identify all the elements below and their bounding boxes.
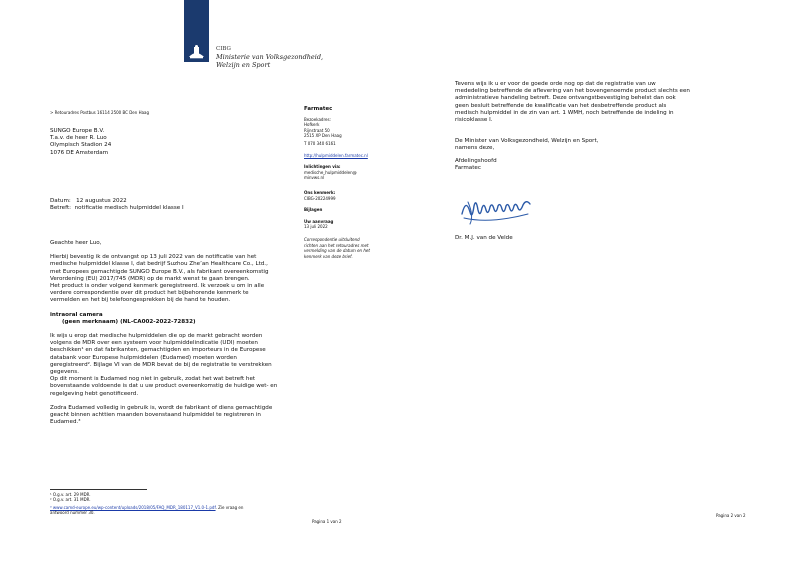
page2-paragraph-1: Tevens wijs ik u er voor de goede orde nog op dat de registratie van uw mededeling betreffende de aflevering van het bovengenoemde product slechts een administratieve handeling betreft. Deze ontvangstbevestiging behelst dan ook geen besluit betreffende de kwalificatie van het desbetreffende product als medisch hulpmiddel in de zin van art. 1 WMH, noch betreffende de indeling in risicoklasse I.: [455, 81, 690, 124]
footnote-1: ¹ O.g.v. art. 29 MDR.: [50, 492, 91, 497]
sidebar-info-line: minvws.nl: [304, 175, 325, 181]
sidebar-note: Correspondentie uitsluitend richten aan het retouradres met vermelding van de datum en het kenmerk van deze brief.: [304, 237, 370, 259]
footnote-divider: [50, 489, 147, 490]
footnotes: [50, 492, 300, 516]
sidebar: [304, 106, 394, 259]
recipient-line: SUNGO Europe B.V.: [50, 128, 105, 134]
letter-page-2: [400, 0, 800, 565]
sidebar-info-line: medische_hulpmiddelen@: [304, 169, 357, 175]
recipient-line: 1076 DE Amsterdam: [50, 149, 109, 156]
signer-name: Dr. M.J. van de Velde: [455, 235, 513, 241]
subject-value: notificatie medisch hulpmiddel klasse I: [74, 205, 184, 212]
footnote-3-link[interactable]: ³ www.camd-europe.eu/wp-content/uploads/2018/05/FAQ_MDR_180117_V1.0-1.pdf: [50, 504, 216, 510]
signature-image: [460, 194, 540, 228]
closing: De Minister van Volksgezondheid, Welzijn en Sport, namens deze,: [455, 138, 599, 152]
org-abbr: CIBG: [216, 46, 231, 52]
product-code: (NL-CA002-2022-72832): [120, 318, 196, 325]
product-identifier: [50, 319, 300, 326]
return-address: > Retouradres Postbus 16114 2500 BC Den Haag: [50, 110, 150, 115]
sidebar-attachments-heading: Bijlagen: [304, 207, 323, 213]
sidebar-url[interactable]: http://hulpmiddelen.farmatec.nl: [304, 152, 368, 158]
paragraph-4: Op dit moment is Eudamed nog niet in gebruik, zodat het wat betreft het bovenstaande voldoende is dat u uw product overeenkomstig de huidige wet- en regelgeving hebt genotificeerd.: [50, 376, 278, 397]
sidebar-org: Farmatec: [304, 106, 333, 112]
sidebar-phone: T 070 340 6161: [304, 141, 336, 147]
salutation: Geachte heer Luo,: [50, 240, 102, 246]
product-brand: (geen merknaam): [62, 318, 119, 325]
recipient-address: [50, 128, 111, 157]
paragraph-3: Ik wijs u erop dat medische hulpmiddelen die op de markt gebracht worden volgens de MDR over een systeem voor hulpmiddelindicatie (UDI) moeten beschikken¹ en dat fabrikanten, gemachtigden en importeurs in de Europese databank voor Europese hulpmiddelen (Eudamed) moeten worden geregistreerd². Bijlage VI van de MDR bevat de bij de registratie te verstrekken gegevens.: [50, 333, 272, 376]
sidebar-visit-address: Bezoekadres: Hofkerk Rijnstraat 50 2515 XP Den Haag: [304, 116, 342, 139]
sidebar-your-letter-heading: Uw aanvraag: [304, 218, 334, 224]
page-number-2: Pagina 2 van 2: [716, 513, 746, 518]
footnote-2: ² O.g.v. art. 31 MDR.: [50, 497, 91, 503]
recipient-line: T.a.v. de heer R. Luo: [50, 135, 107, 142]
sidebar-ref-value: CIBG-20224999: [304, 195, 336, 201]
sidebar-your-letter-value: 13 juli 2022: [304, 224, 328, 230]
date-label: Datum:: [50, 198, 71, 204]
paragraph-1: Hierbij bevestig ik de ontvangst op 13 juli 2022 van de notificatie van het medische hulpmiddel klasse I, dat bedrijf Suzhou Zhe’an Healthcare Co., Ltd., met Europees gemachtigde SUNGO Europe B.V., als fabrikant overeenkomstig Verordening (EU) 2017/745 (MDR) op de markt wenst te gaan brengen.: [50, 254, 269, 282]
page2-body: [455, 81, 725, 172]
footnote-3-line2: antwoord nummer 30.: [50, 510, 95, 516]
date-value: 12 augustus 2022: [76, 198, 127, 204]
ministry-logo-text: [216, 46, 323, 69]
footnote-3: ³ www.camd-europe.eu/wp-content/uploads/2018/05/FAQ_MDR_180117_V1.0-1.pdf. Zie vraag en: [50, 504, 244, 510]
page-number-1: Pagina 1 van 2: [312, 519, 342, 524]
recipient-line: Olympisch Stadion 24: [50, 142, 112, 149]
product-name: intraoral camera: [50, 311, 103, 318]
paragraph-2: Het product is onder volgend kenmerk geregistreerd. Ik verzoek u om in alle verdere correspondentie over dit product het bijbehorende kenmerk te vermelden en het bij telefoongesprekken bij de hand te houden.: [50, 283, 265, 304]
sidebar-ref-heading: Ons kenmerk:: [304, 190, 336, 196]
crest-icon: [186, 44, 207, 60]
letter-body: [50, 240, 300, 426]
subject-label: Betreft:: [50, 205, 72, 212]
sidebar-info-heading: Inlichtingen via:: [304, 164, 341, 170]
department: Afdelingshoofd Farmatec: [455, 157, 497, 171]
paragraph-5: Zodra Eudamed volledig in gebruik is, wordt de fabrikant of diens gemachtigde geacht binnen achttien maanden bovenstaand hulpmiddel te registreren in Eudamed.³: [50, 404, 273, 426]
letter-meta: [50, 198, 184, 212]
ministry-name-line2: Welzijn en Sport: [216, 61, 271, 69]
ministry-name-line1: Ministerie van Volksgezondheid,: [216, 53, 324, 61]
